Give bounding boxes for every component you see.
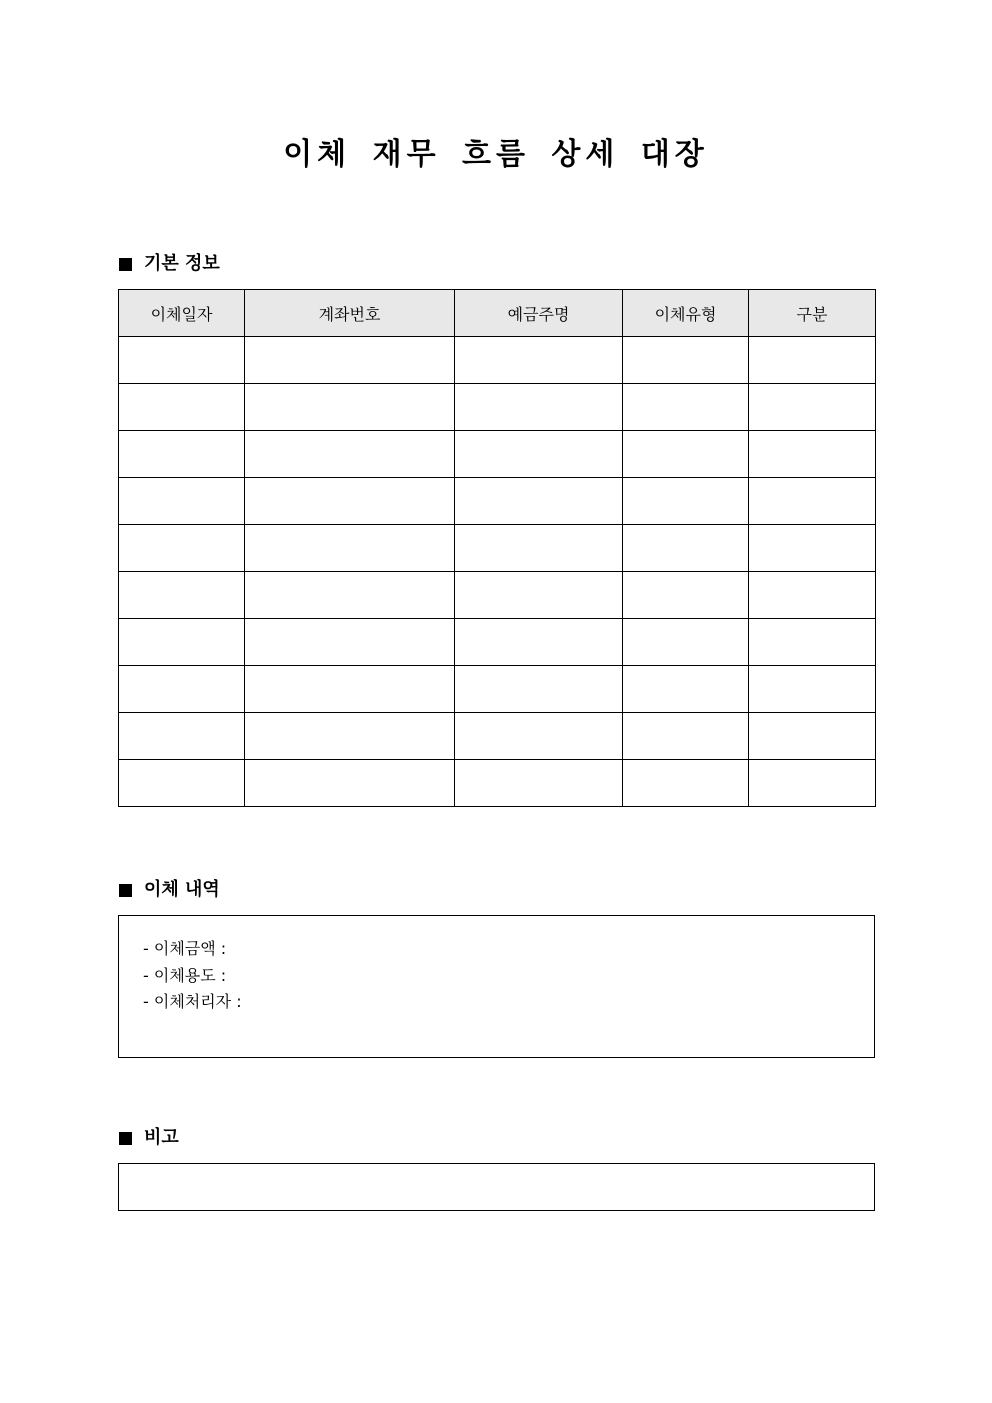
table-cell[interactable] bbox=[455, 384, 623, 431]
table-cell[interactable] bbox=[245, 713, 455, 760]
transfer-details-box bbox=[118, 915, 875, 1058]
column-header-category: 구분 bbox=[749, 290, 876, 337]
section-heading-label: 이체 내역 bbox=[144, 879, 220, 900]
table-cell[interactable] bbox=[455, 572, 623, 619]
table-cell[interactable] bbox=[245, 666, 455, 713]
table-cell[interactable] bbox=[749, 760, 876, 807]
table-cell[interactable] bbox=[245, 619, 455, 666]
table-cell[interactable] bbox=[119, 713, 245, 760]
section-heading-label: 비고 bbox=[144, 1127, 179, 1148]
table-cell[interactable] bbox=[623, 619, 749, 666]
table-cell[interactable] bbox=[119, 619, 245, 666]
square-bullet-icon bbox=[119, 1132, 132, 1145]
table-cell[interactable] bbox=[749, 572, 876, 619]
section-heading-remarks bbox=[119, 1126, 179, 1150]
table-cell[interactable] bbox=[455, 525, 623, 572]
table-cell[interactable] bbox=[245, 760, 455, 807]
table-cell[interactable] bbox=[623, 431, 749, 478]
table-cell[interactable] bbox=[245, 384, 455, 431]
table-cell[interactable] bbox=[749, 431, 876, 478]
transfer-handler-item: - 이체처리자 : bbox=[143, 992, 242, 1011]
table-row bbox=[119, 713, 876, 760]
table-row bbox=[119, 478, 876, 525]
transfer-purpose-item: - 이체용도 : bbox=[143, 965, 227, 985]
page-title: 이체 재무 흐름 상세 대장 bbox=[283, 137, 709, 172]
table-cell[interactable] bbox=[455, 760, 623, 807]
section-heading-basic-info bbox=[119, 252, 220, 276]
table-cell[interactable] bbox=[623, 337, 749, 384]
table-row bbox=[119, 666, 876, 713]
table-cell[interactable] bbox=[119, 525, 245, 572]
table-cell[interactable] bbox=[119, 760, 245, 807]
basic-info-table bbox=[118, 289, 876, 807]
table-cell[interactable] bbox=[245, 572, 455, 619]
table-cell[interactable] bbox=[623, 525, 749, 572]
table-cell[interactable] bbox=[623, 713, 749, 760]
table-cell[interactable] bbox=[749, 384, 876, 431]
table-cell[interactable] bbox=[749, 525, 876, 572]
column-header-account-number: 계좌번호 bbox=[245, 290, 455, 337]
transfer-amount-item: - 이체금액 : bbox=[143, 939, 227, 958]
table-cell[interactable] bbox=[119, 478, 245, 525]
table-cell[interactable] bbox=[245, 337, 455, 384]
table-cell[interactable] bbox=[623, 478, 749, 525]
column-header-transfer-date: 이체일자 bbox=[119, 290, 245, 337]
table-cell[interactable] bbox=[245, 478, 455, 525]
table-cell[interactable] bbox=[749, 619, 876, 666]
table-row bbox=[119, 337, 876, 384]
table-cell[interactable] bbox=[455, 431, 623, 478]
table-cell[interactable] bbox=[623, 760, 749, 807]
table-cell[interactable] bbox=[623, 572, 749, 619]
table-cell[interactable] bbox=[749, 478, 876, 525]
table-row bbox=[119, 760, 876, 807]
column-header-account-holder: 예금주명 bbox=[455, 290, 623, 337]
table-cell[interactable] bbox=[119, 337, 245, 384]
table-cell[interactable] bbox=[119, 666, 245, 713]
table-cell[interactable] bbox=[119, 431, 245, 478]
table-cell[interactable] bbox=[455, 666, 623, 713]
square-bullet-icon bbox=[119, 258, 132, 271]
table-row bbox=[119, 525, 876, 572]
table-cell[interactable] bbox=[623, 666, 749, 713]
table-header-row bbox=[119, 290, 876, 337]
table-row bbox=[119, 384, 876, 431]
table-cell[interactable] bbox=[245, 431, 455, 478]
table-cell[interactable] bbox=[119, 572, 245, 619]
table-cell[interactable] bbox=[455, 619, 623, 666]
section-heading-transfer-details bbox=[119, 878, 220, 902]
table-row bbox=[119, 619, 876, 666]
table-cell[interactable] bbox=[749, 713, 876, 760]
table-cell[interactable] bbox=[455, 713, 623, 760]
table-cell[interactable] bbox=[749, 666, 876, 713]
table-row bbox=[119, 572, 876, 619]
table-cell[interactable] bbox=[623, 384, 749, 431]
section-heading-label: 기본 정보 bbox=[144, 253, 220, 274]
table-cell[interactable] bbox=[455, 337, 623, 384]
table-cell[interactable] bbox=[245, 525, 455, 572]
square-bullet-icon bbox=[119, 884, 132, 897]
table-cell[interactable] bbox=[119, 384, 245, 431]
table-cell[interactable] bbox=[455, 478, 623, 525]
column-header-transfer-type: 이체유형 bbox=[623, 290, 749, 337]
table-row bbox=[119, 431, 876, 478]
remarks-box[interactable] bbox=[118, 1163, 875, 1211]
table-cell[interactable] bbox=[749, 337, 876, 384]
